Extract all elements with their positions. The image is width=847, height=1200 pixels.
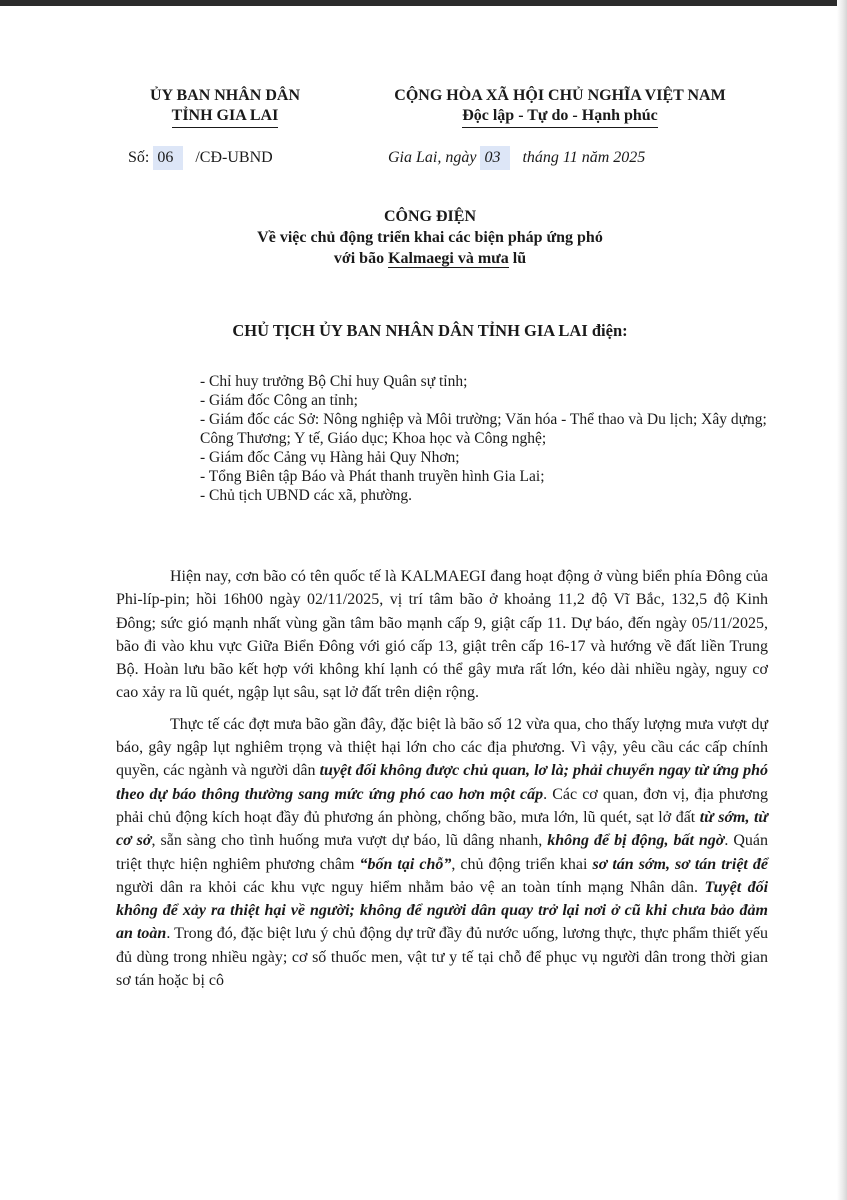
document-title <box>100 206 760 269</box>
recipient-item: - Chủ tịch UBND các xã, phường. <box>200 487 413 504</box>
recipient-item: - Chỉ huy trưởng Bộ Chỉ huy Quân sự tỉnh; <box>200 373 468 390</box>
date-day: 03 <box>480 146 510 170</box>
chairman-heading: CHỦ TỊCH ỦY BAN NHÂN DÂN TỈNH GIA LAI điện: <box>232 321 628 340</box>
issuing-authority <box>110 86 340 128</box>
document-body <box>116 565 768 1000</box>
number-value: 06 <box>153 146 183 170</box>
date-prefix: Gia Lai, ngày <box>388 149 477 166</box>
national-title <box>350 86 770 128</box>
recipient-item: - Giám đốc Công an tỉnh; <box>200 392 358 409</box>
recipient-item: - Tổng Biên tập Báo và Phát thanh truyền hình Gia Lai; <box>200 468 545 485</box>
number-suffix: /CĐ-UBND <box>195 149 273 166</box>
paragraph-2: Thực tế các đợt mưa bão gần đây, đặc biệt là bão số 12 vừa qua, cho thấy lượng mưa vượt dự báo, gây ngập lụt nghiêm trọng và thiệt hại lớn cho các địa phương. Vì vậy, yêu cầu các cấp chính quyền, các ngành và người dân tuyệt đối không được chủ quan, lơ là; phải chuyển ngay từ ứng phó theo dự báo thông thường sang mức ứng phó cao hơn một cấp. Các cơ quan, đơn vị, địa phương phải chủ động kích hoạt đầy đủ phương án phòng, chống bão, mưa lớn, lũ quét, sạt lở đất từ sớm, từ cơ sở, sẵn sàng cho tình huống mưa vượt dự báo, lũ dâng nhanh, không để bị động, bất ngờ. Quán triệt thực hiện nghiêm phương châm “bốn tại chỗ”, chủ động triển khai sơ tán sớm, sơ tán triệt để người dân ra khỏi các khu vực nguy hiểm nhằm bảo vệ an toàn tính mạng Nhân dân. Tuyệt đối không để xảy ra thiệt hại về người; không để người dân quay trở lại nơi ở cũ khi chưa bảo đảm an toàn. Trong đó, đặc biệt lưu ý chủ động dự trữ đầy đủ nước uống, lương thực, thực phẩm thiết yếu đủ dùng trong nhiều ngày; cơ số thuốc men, vật tư y tế tại chỗ để phục vụ người dân trong thời gian sơ tán hoặc bị cô <box>116 715 769 990</box>
title-line-3: với bão Kalmaegi và mưa lũ <box>333 250 527 267</box>
recipient-item: - Giám đốc các Sở: Nông nghiệp và Môi trường; Văn hóa - Thể thao và Du lịch; Xây dựng; Công Thương; Y tế, Giáo dục; Khoa học và Công nghệ; <box>200 411 767 447</box>
title-line-1: CÔNG ĐIỆN <box>383 208 476 225</box>
document-number <box>128 146 273 170</box>
recipient-list <box>200 372 775 505</box>
recipient-item: - Giám đốc Cảng vụ Hàng hải Quy Nhơn; <box>200 449 460 466</box>
number-label: Số: <box>128 149 150 166</box>
document-date <box>388 146 645 170</box>
paragraph-1: Hiện nay, cơn bão có tên quốc tế là KALMAEGI đang hoạt động ở vùng biển phía Đông của Phi-líp-pin; hồi 16h00 ngày 02/11/2025, vị trí tâm bão ở khoảng 11,2 độ Vĩ Bắc, 132,5 độ Kinh Đông; sức gió mạnh nhất vùng gần tâm bão mạnh cấp 9, giật cấp 11. Dự báo, đến ngày 05/11/2025, bão đi vào khu vực Giữa Biển Đông với gió cấp 13, giật trên cấp 16-17 và hướng về đất liền Trung Bộ. Hoàn lưu bão kết hợp với không khí lạnh có thể gây mưa rất lớn, kéo dài nhiều ngày, nguy cơ cao xảy ra lũ quét, ngập lụt sâu, sạt lở đất trên diện rộng. <box>116 568 768 702</box>
authority-line-1: ỦY BAN NHÂN DÂN <box>149 87 301 104</box>
country-name: CỘNG HÒA XÃ HỘI CHỦ NGHĨA VIỆT NAM <box>394 87 726 104</box>
authority-line-2: TỈNH GIA LAI <box>172 106 279 128</box>
title-line-2: Về việc chủ động triển khai các biện pháp ứng phó <box>257 229 603 246</box>
date-suffix: tháng 11 năm 2025 <box>522 149 646 166</box>
national-motto: Độc lập - Tự do - Hạnh phúc <box>462 106 658 128</box>
